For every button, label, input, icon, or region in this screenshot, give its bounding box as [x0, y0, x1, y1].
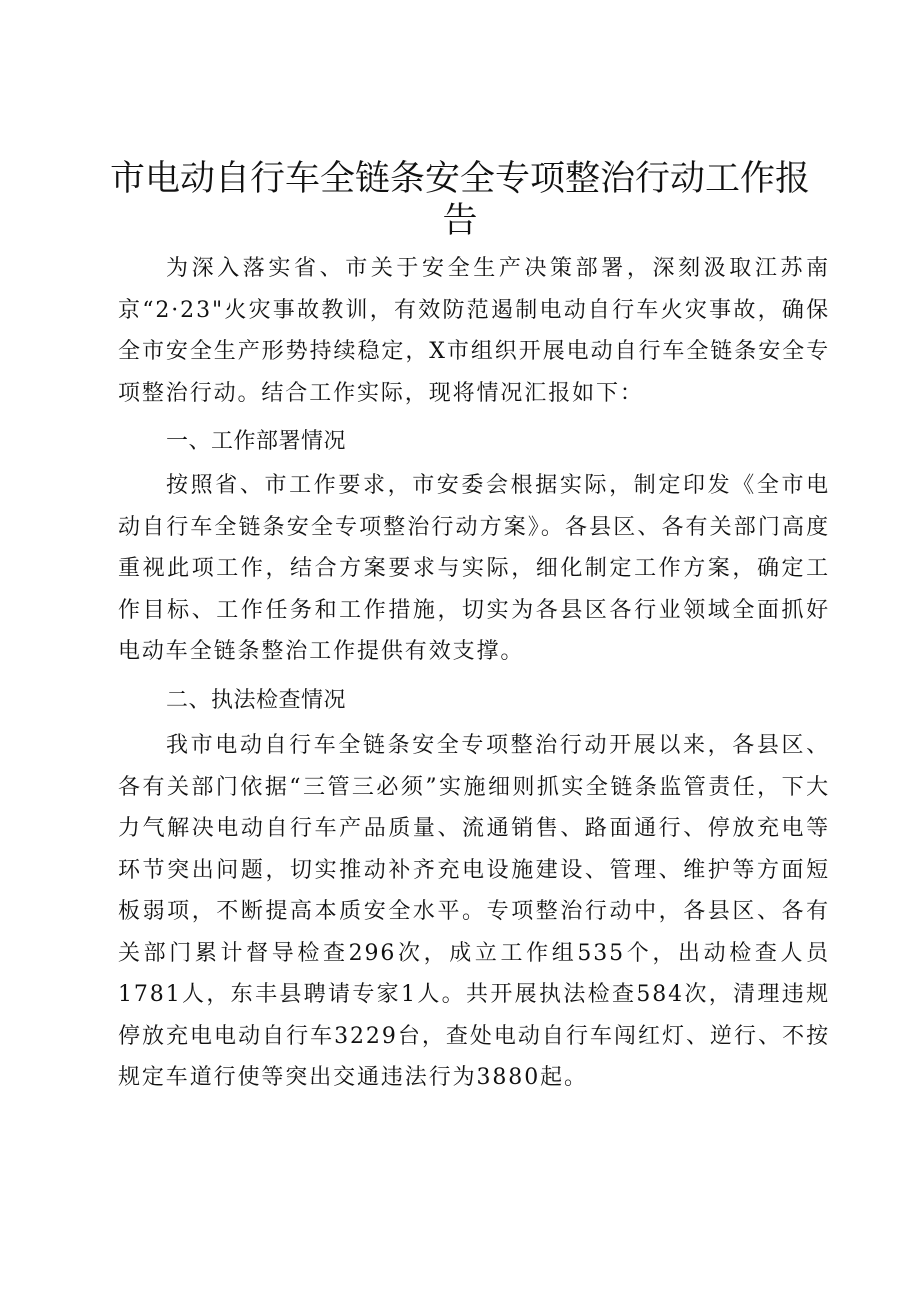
document-title: 市电动自行车全链条安全专项整治行动工作报告	[109, 159, 810, 241]
section-heading-enforcement: 二、执法检查情况	[166, 688, 347, 713]
section-paragraph-deployment: 按照省、市工作要求，市安委会根据实际，制定印发《全市电动自行车全链条安全专项整治行动方案》。各县区、各有关部门高度重视此项工作，结合方案要求与实际，细化制定工作方案，确定工作目标、工作任务和工作措施，切实为各县区各行业领域全面抓好电动车全链条整治工作提供有效支撑。	[118, 473, 830, 664]
section-paragraph-enforcement: 我市电动自行车全链条安全专项整治行动开展以来，各县区、各有关部门依据“三管三必须”实施细则抓实全链条监管责任，下大力气解决电动自行车产品质量、流通销售、路面通行、停放充电等环节突出问题，切实推动补齐充电设施建设、管理、维护等方面短板弱项，不断提高本质安全水平。专项整治行动中，各县区、各有关部门累计督导检查296次，成立工作组535个，出动检查人员1781人，东丰县聘请专家1人。共开展执法检查584次，清理违规停放充电电动自行车3229台，查处电动自行车闯红灯、逆行、不按规定车道行使等突出交通违法行为3880起。	[118, 733, 830, 1090]
intro-paragraph: 为深入落实省、市关于安全生产决策部署，深刻汲取江苏南京“2·23"火灾事故教训，有效防范遏制电动自行车火灾事故，确保全市安全生产形势持续稳定，X市组织开展电动自行车全链条安全专项整治行动。结合工作实际，现将情况汇报如下：	[118, 256, 830, 406]
section-heading-deployment: 一、工作部署情况	[166, 429, 347, 454]
